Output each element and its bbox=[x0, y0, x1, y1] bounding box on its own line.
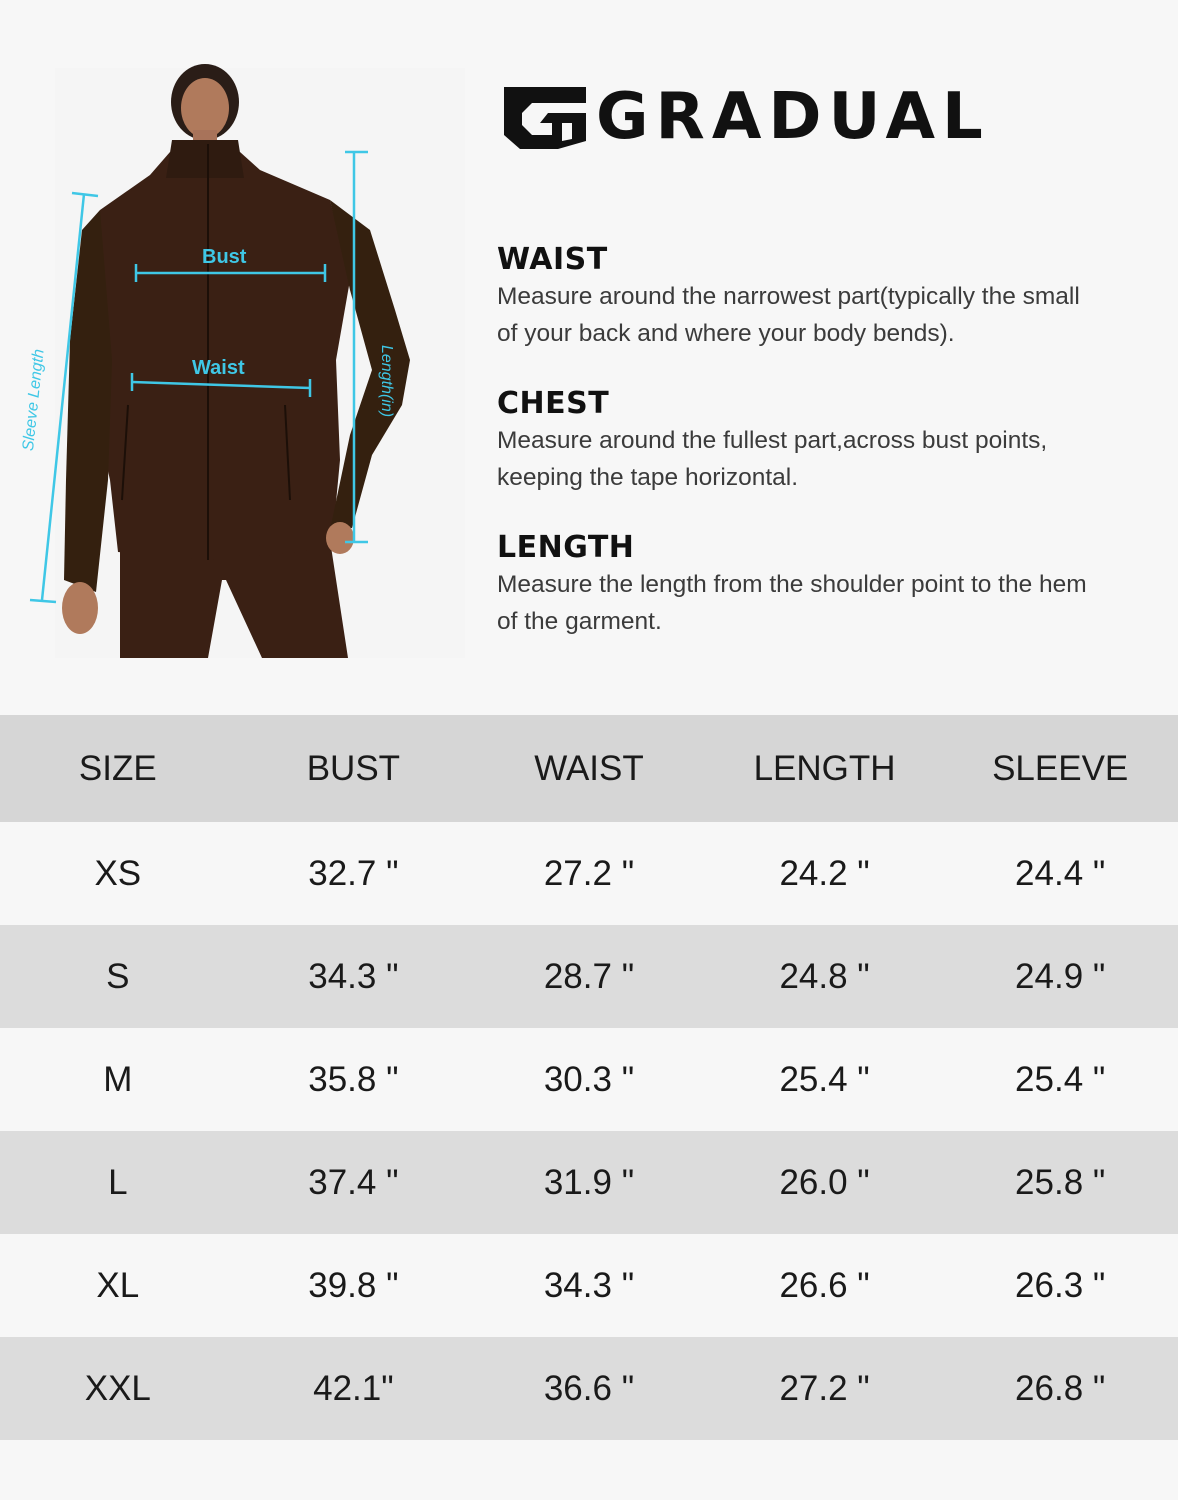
table-row bbox=[0, 1234, 1178, 1337]
header-size: SIZE bbox=[0, 715, 236, 822]
header-length: LENGTH bbox=[707, 715, 943, 822]
product-figure bbox=[0, 60, 470, 665]
cell-length: 24.2 " bbox=[707, 822, 943, 925]
table-header-row bbox=[0, 715, 1178, 822]
cell-waist: 28.7 " bbox=[471, 925, 707, 1028]
cell-length: 24.8 " bbox=[707, 925, 943, 1028]
waist-label: Waist bbox=[192, 357, 245, 379]
cell-waist: 36.6 " bbox=[471, 1337, 707, 1440]
table-row bbox=[0, 822, 1178, 925]
guide-chest bbox=[497, 386, 1177, 496]
guide-length bbox=[497, 530, 1177, 640]
cell-sleeve: 26.8 " bbox=[942, 1337, 1178, 1440]
cell-bust: 35.8 " bbox=[236, 1028, 472, 1131]
guide-line: of your back and where your body bends). bbox=[497, 320, 955, 347]
header-sleeve: SLEEVE bbox=[942, 715, 1178, 822]
cell-waist: 30.3 " bbox=[471, 1028, 707, 1131]
cell-waist: 34.3 " bbox=[471, 1234, 707, 1337]
table-row bbox=[0, 925, 1178, 1028]
cell-sleeve: 25.4 " bbox=[942, 1028, 1178, 1131]
guide-title: CHEST bbox=[497, 386, 610, 421]
cell-length: 26.6 " bbox=[707, 1234, 943, 1337]
cell-bust: 34.3 " bbox=[236, 925, 472, 1028]
cell-length: 26.0 " bbox=[707, 1131, 943, 1234]
guide-title: WAIST bbox=[497, 242, 608, 277]
cell-size: XS bbox=[0, 822, 236, 925]
cell-sleeve: 25.8 " bbox=[942, 1131, 1178, 1234]
cell-bust: 42.1" bbox=[236, 1337, 472, 1440]
size-chart-table bbox=[0, 715, 1178, 1440]
cell-size: XXL bbox=[0, 1337, 236, 1440]
guide-line: keeping the tape horizontal. bbox=[497, 464, 799, 491]
table-row bbox=[0, 1131, 1178, 1234]
cell-bust: 32.7 " bbox=[236, 822, 472, 925]
cell-size: M bbox=[0, 1028, 236, 1131]
cell-size: XL bbox=[0, 1234, 236, 1337]
sleeve-length-label: Sleeve Length bbox=[20, 348, 48, 452]
table-row bbox=[0, 1337, 1178, 1440]
brand-name: GRADUAL bbox=[596, 80, 990, 154]
guide-waist bbox=[497, 242, 1177, 352]
header-bust: BUST bbox=[236, 715, 472, 822]
cell-length: 27.2 " bbox=[707, 1337, 943, 1440]
cell-sleeve: 26.3 " bbox=[942, 1234, 1178, 1337]
cell-bust: 37.4 " bbox=[236, 1131, 472, 1234]
guide-line: Measure around the narrowest part(typically the small bbox=[497, 283, 1080, 310]
cell-bust: 39.8 " bbox=[236, 1234, 472, 1337]
cell-size: L bbox=[0, 1131, 236, 1234]
cell-size: S bbox=[0, 925, 236, 1028]
cell-sleeve: 24.4 " bbox=[942, 822, 1178, 925]
header-waist: WAIST bbox=[471, 715, 707, 822]
cell-waist: 27.2 " bbox=[471, 822, 707, 925]
cell-waist: 31.9 " bbox=[471, 1131, 707, 1234]
cell-sleeve: 24.9 " bbox=[942, 925, 1178, 1028]
table-row bbox=[0, 1028, 1178, 1131]
guide-title: LENGTH bbox=[497, 530, 635, 565]
bust-label: Bust bbox=[202, 246, 247, 268]
guide-line: Measure the length from the shoulder point to the hem bbox=[497, 571, 1087, 598]
guide-line: Measure around the fullest part,across bust points, bbox=[497, 427, 1048, 454]
cell-length: 25.4 " bbox=[707, 1028, 943, 1131]
guide-line: of the garment. bbox=[497, 608, 662, 635]
length-label: Length(in) bbox=[378, 345, 395, 418]
brand-mark-icon bbox=[502, 83, 588, 151]
brand-logo bbox=[502, 80, 990, 154]
